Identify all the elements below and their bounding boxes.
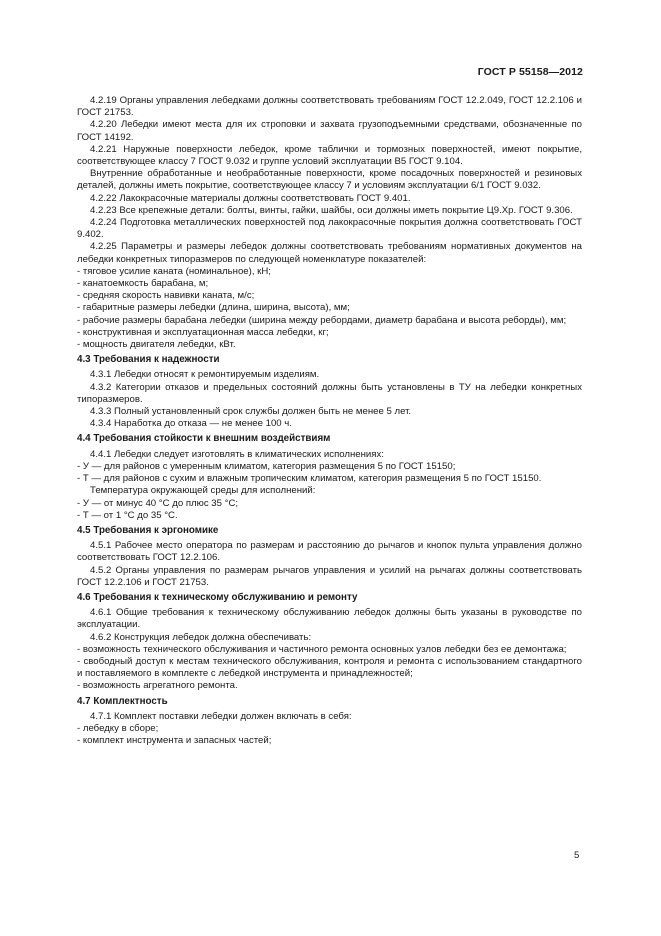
paragraph: 4.6.2 Конструкция лебедок должна обеспечивать: — [90, 631, 312, 643]
section-heading: 4.7 Комплектность — [77, 695, 168, 707]
list-item: - комплект инструмента и запасных частей; — [77, 735, 272, 747]
paragraph: 4.2.23 Все крепежные детали: болты, винты, гайки, шайбы, оси должны иметь покрытие Ц9.Хр. ГОСТ 9.306. — [90, 204, 573, 216]
list-item: - габаритные размеры лебедки (длина, ширина, высота), мм; — [77, 302, 350, 314]
list-item: - канатоемкость барабана, м; — [77, 278, 209, 290]
document-code-header: ГОСТ Р 55158—2012 — [477, 66, 583, 78]
list-item: - У — для районов с умеренным климатом, категория размещения 5 по ГОСТ 15150; — [77, 460, 456, 472]
section-heading: 4.3 Требования к надежности — [77, 354, 220, 366]
paragraph: 4.6.1 Общие требования к техническому обслуживанию лебедок должны быть указаны в руководстве по эксплуатации. — [77, 607, 582, 631]
paragraph: 4.4.1 Лебедки следует изготовлять в климатических исполнениях: — [90, 448, 384, 460]
paragraph: 4.2.22 Лакокрасочные материалы должны соответствовать ГОСТ 9.401. — [90, 192, 411, 204]
paragraph: 4.5.1 Рабочее место оператора по размерам и расстоянию до рычагов и кнопок пульта управления должно соответствовать ГОСТ 12.2.106. — [77, 540, 582, 564]
list-item: - тяговое усилие каната (номинальное), кН; — [77, 265, 271, 277]
list-item: - конструктивная и эксплуатационная масса лебедки, кг; — [77, 326, 329, 338]
paragraph: 4.2.20 Лебедки имеют места для их строповки и захвата грузоподъемными средствами, обозначенные по ГОСТ 14192. — [77, 119, 582, 143]
list-item: - мощность двигателя лебедки, кВт. — [77, 339, 236, 351]
paragraph: Внутренние обработанные и необработанные поверхности, кроме посадочных поверхностей и резиновых деталей, должны иметь покрытие, соответствующее классу 7 и условиям эксплуатации 6/1 ГОСТ 9.032. — [77, 168, 582, 192]
list-item: - лебедку в сборе; — [77, 722, 159, 734]
page-number: 5 — [574, 850, 580, 861]
paragraph: 4.2.25 Параметры и размеры лебедок должны соответствовать требованиям нормативных документов на лебедки конкретных типоразмеров по следующей номенклатуре показателей: — [77, 241, 582, 265]
list-item: - возможность технического обслуживания и частичного ремонта основных узлов лебедки без ее демонтажа; — [77, 643, 567, 655]
list-item: - возможность агрегатного ремонта. — [77, 680, 238, 692]
paragraph: 4.3.2 Категории отказов и предельных состояний должны быть установлены в ТУ на лебедки конкретных типоразмеров. — [77, 381, 582, 405]
list-item: - рабочие размеры барабана лебедки (ширина между ребордами, диаметр барабана и высота реборды), мм; — [77, 314, 567, 326]
list-item: - Т — для районов с сухим и влажным тропическим климатом, категория размещения 5 по ГОСТ 15150. — [77, 473, 542, 485]
section-heading: 4.4 Требования стойкости к внешним воздействиям — [77, 433, 331, 445]
paragraph: Температура окружающей среды для исполнений: — [90, 485, 316, 497]
paragraph: 4.3.3 Полный установленный срок службы должен быть не менее 5 лет. — [90, 406, 412, 418]
paragraph: 4.2.19 Органы управления лебедками должны соответствовать требованиям ГОСТ 12.2.049, ГОСТ 12.2.106 и ГОСТ 21753. — [77, 95, 582, 119]
section-heading: 4.5 Требования к эргономике — [77, 524, 219, 536]
paragraph: 4.7.1 Комплект поставки лебедки должен включать в себя: — [90, 710, 352, 722]
paragraph: 4.3.4 Наработка до отказа — не менее 100 ч. — [90, 418, 292, 430]
document-body — [77, 95, 582, 747]
paragraph: 4.2.24 Подготовка металлических поверхностей под лакокрасочные покрытия должна соответствовать ГОСТ 9.402. — [77, 217, 582, 241]
paragraph: 4.3.1 Лебедки относят к ремонтируемым изделиям. — [90, 369, 320, 381]
list-item: - средняя скорость навивки каната, м/с; — [77, 290, 255, 302]
list-item: - свободный доступ к местам технического обслуживания, контроля и ремонта с использованием стандартного и поставляемого в комплекте с лебедкой инструмента и принадлежностей; — [77, 655, 582, 680]
paragraph: 4.5.2 Органы управления по размерам рычагов управления и усилий на рычагах должны соответствовать ГОСТ 12.2.106 и ГОСТ 21753. — [77, 564, 582, 588]
list-item: - У — от минус 40 °С до плюс 35 °С; — [77, 497, 239, 509]
paragraph: 4.2.21 Наружные поверхности лебедок, кроме таблички и тормозных поверхностей, имеют покрытие, соответствующее классу 7 ГОСТ 9.032 и группе условий эксплуатации В5 ГОСТ 9.104. — [77, 143, 582, 168]
list-item: - Т — от 1 °С до 35 °С. — [77, 509, 178, 521]
section-heading: 4.6 Требования к техническому обслуживанию и ремонту — [77, 591, 358, 603]
